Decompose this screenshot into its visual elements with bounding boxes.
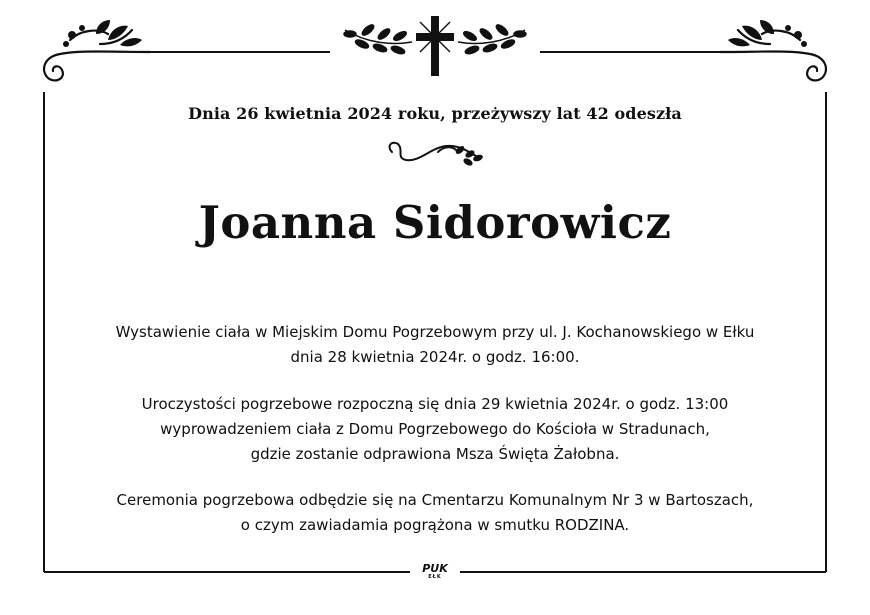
intro-text: Dnia 26 kwietnia 2024 roku, przeżywszy lat 42 odeszła — [188, 104, 682, 123]
paragraph-burial — [0, 488, 870, 538]
paragraph-line: gdzie zostanie odprawiona Msza Święta Żałobna. — [250, 445, 620, 463]
flourish-icon-right — [720, 30, 826, 80]
laurel-branch-icon-center-right — [458, 23, 526, 55]
paragraph-ceremony — [0, 392, 870, 467]
paragraph-line: dnia 28 kwietnia 2024r. o godz. 16:00. — [290, 348, 580, 366]
paragraph-line: Ceremonia pogrzebowa odbędzie się na Cmentarzu Komunalnym Nr 3 w Bartoszach, — [116, 491, 754, 509]
small-leaf-icon — [454, 144, 483, 167]
logo-sub-text: EŁK — [428, 574, 442, 580]
paragraph-line: wyprowadzeniem ciała z Domu Pogrzebowego do Kościoła w Stradunach, — [160, 420, 710, 438]
paragraph-viewing — [0, 320, 870, 370]
flourish-icon-left — [44, 30, 150, 80]
laurel-branch-icon-center-left — [344, 23, 412, 55]
deceased-name: Joanna Sidorowicz — [198, 196, 672, 249]
cross-icon — [416, 16, 454, 76]
paragraph-line: Uroczystości pogrzebowe rozpoczną się dnia 29 kwietnia 2024r. o godz. 13:00 — [141, 395, 729, 413]
flourish-divider-icon — [390, 143, 476, 160]
puk-logo — [415, 563, 455, 580]
logo-main-text: PUK — [422, 562, 448, 575]
paragraph-line: Wystawienie ciała w Miejskim Domu Pogrzebowym przy ul. J. Kochanowskiego w Ełku — [115, 323, 755, 341]
paragraph-line: o czym zawiadamia pogrążona w smutku RODZINA. — [240, 516, 630, 534]
